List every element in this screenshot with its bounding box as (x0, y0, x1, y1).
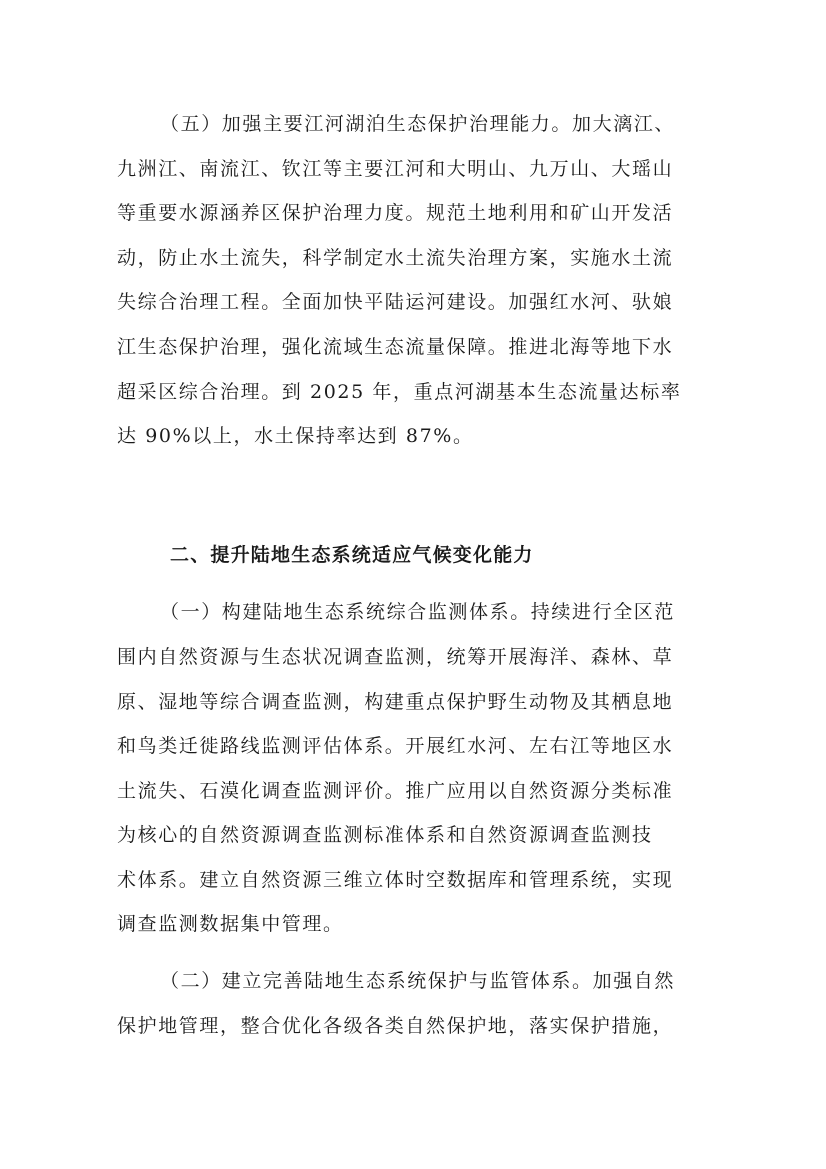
paragraph-line: 超采区综合治理。到 2025 年，重点河湖基本生态流量达标率 (117, 381, 682, 403)
paragraph-line: 失综合治理工程。全面加快平陆运河建设。加强红水河、驮娘 (117, 291, 674, 313)
section-heading: 二、提升陆地生态系统适应气候变化能力 (170, 544, 534, 566)
paragraph-line: 动，防止水土流失，科学制定水土流失治理方案，实施水土流 (117, 247, 674, 269)
paragraph-line: 江生态保护治理，强化流域生态流量保障。推进北海等地下水 (117, 336, 674, 358)
paragraph-line: （五）加强主要江河湖泊生态保护治理能力。加大漓江、 (160, 113, 676, 135)
paragraph-line: 为核心的自然资源调查监测标准体系和自然资源调查监测技 (117, 824, 653, 846)
paragraph-line: 术体系。建立自然资源三维立体时空数据库和管理系统，实现 (117, 869, 674, 891)
paragraph-line: 和鸟类迁徙路线监测评估体系。开展红水河、左右江等地区水 (117, 735, 674, 757)
paragraph-line: 土流失、石漠化调查监测评价。推广应用以自然资源分类标准 (117, 780, 674, 802)
paragraph-line: 保护地管理，整合优化各级各类自然保护地，落实保护措施， (117, 1015, 674, 1037)
paragraph-line: 九洲江、南流江、钦江等主要江河和大明山、九万山、大瑶山 (117, 158, 674, 180)
paragraph-line: 围内自然资源与生态状况调查监测，统筹开展海洋、森林、草 (117, 646, 674, 668)
paragraph-line: 原、湿地等综合调查监测，构建重点保护野生动物及其栖息地 (117, 691, 674, 713)
paragraph-line: （二）建立完善陆地生态系统保护与监管体系。加强自然 (160, 970, 676, 992)
paragraph-line: 达 90%以上，水土保持率达到 87%。 (117, 425, 474, 447)
paragraph-line: （一）构建陆地生态系统综合监测体系。持续进行全区范 (160, 601, 676, 623)
paragraph-line: 等重要水源涵养区保护治理力度。规范土地利用和矿山开发活 (117, 202, 674, 224)
paragraph-line: 调查监测数据集中管理。 (117, 913, 344, 935)
